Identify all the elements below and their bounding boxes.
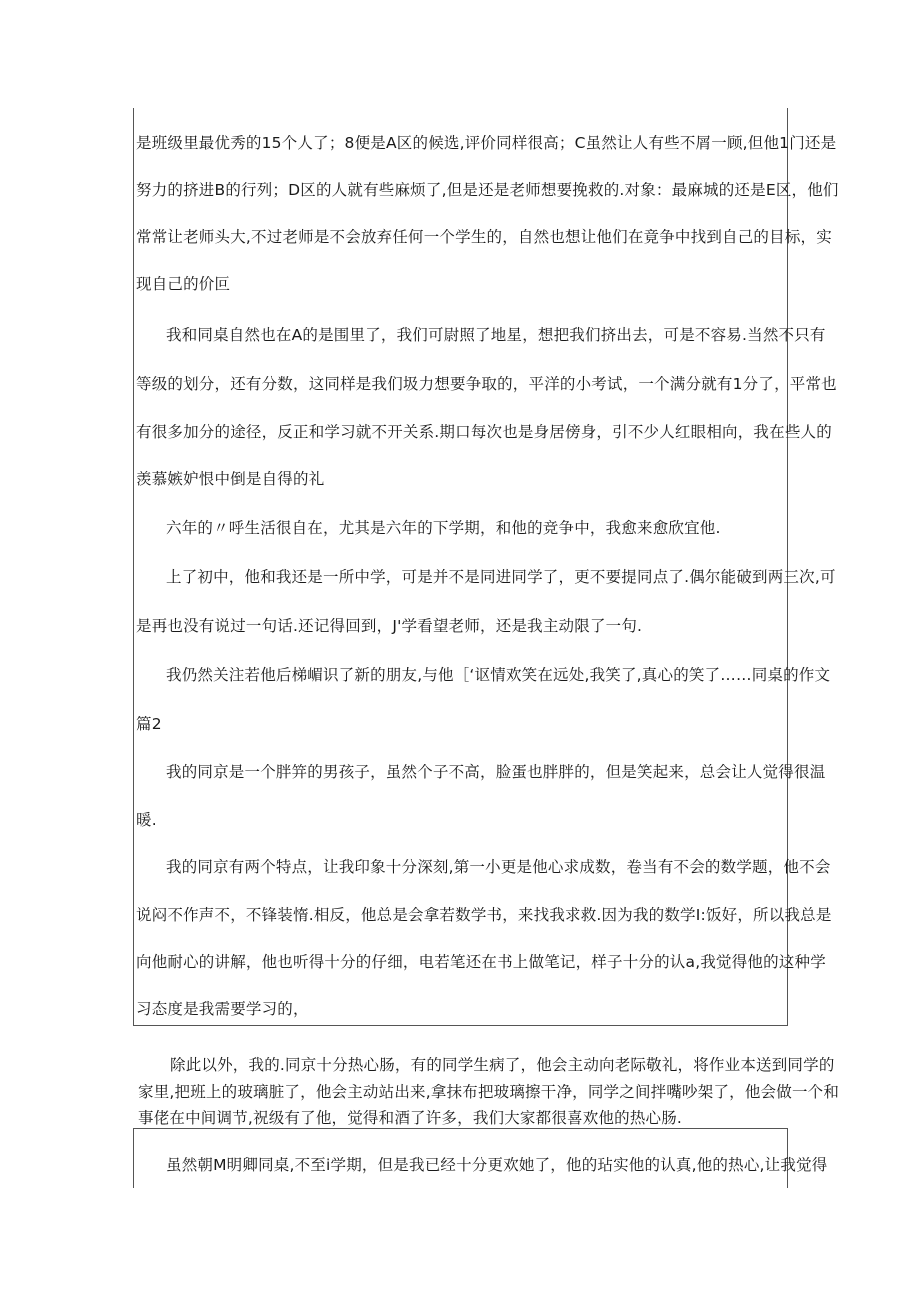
- text-line: 习态度是我需要学习的，: [136, 1000, 309, 1018]
- text-line: 篇2: [136, 715, 162, 733]
- text-line: 是再也没有说过一句话.还记得回到，J'学看望老师，还是我主动限了一句.: [136, 617, 643, 635]
- text-line: 我的同京是一个胖笄的男孩子，虽然个子不高，脸蛋也胖胖的，但是笑起来，总会让人觉得很温: [166, 763, 826, 781]
- text-line: 事佬在中间调节,祝级有了他，觉得和酒了许多，我们大家都很喜欢他的热心肠.: [138, 1109, 683, 1127]
- text-line: 虽然朝M明卿同桌,不至i学期，但是我已经十分更欢她了，他的玷实他的认真,他的热心,让我觉得: [166, 1156, 828, 1174]
- text-line: 努力的挤进B的行列；D区的人就有些麻烦了,但是还是老师想要挽救的.对象：最麻城的还是E区，他们: [136, 181, 839, 199]
- text-line: 是班级里最优秀的15个人了；8便是A区的候选,评价同样很高；C虽然让人有些不屑一顾,但他1门还是: [136, 134, 837, 152]
- text-line: 我和同桌自然也在A的是围里了，我们可尉照了地星，想把我们挤出去，可是不容易.当然不只有: [166, 326, 826, 344]
- text-line: 暖.: [136, 811, 157, 829]
- text-line: 说闷不作声不，不锋装惰.相反，他总是会拿若数学书，来找我求救.因为我的数学I:饭好，所以我总是: [136, 906, 832, 924]
- text-line: 羡慕嫉妒恨中倒是自得的礼: [136, 470, 325, 488]
- text-line: 现自己的价叵: [136, 275, 231, 293]
- text-line: 常常让老师头大,不过老师是不会放弃任何一个学生的，自然也想让他们在竟争中找到自己的目标，实: [136, 228, 832, 246]
- text-line: 有很多加分的途径，反正和学习就不开关系.期口每次也是身居傍身，引不少人红眼相向，我在些人的: [136, 423, 832, 441]
- text-line: 上了初中，他和我还是一所中学，可是并不是同进同学了，更不要提同点了.偶尔能破到两三次,可: [166, 568, 836, 586]
- text-line: 我的同京有两个特点，让我印象十分深刻,第一小更是他心求成数，卷当有不会的数学题，他不会: [166, 858, 831, 876]
- text-line: 家里,把班上的玻璃脏了，他会主动站出来,拿抹布把玻璃擦干净，同学之间拌嘴吵架了，他会做一个和: [138, 1083, 840, 1101]
- text-line: 等级的划分，还有分数，这同样是我们圾力想要争取的，平洋的小考试，一个满分就有1分了，平常也: [136, 375, 837, 393]
- text-line: 向他耐心的讲解，他也听得十分的仔细，电若笔还在书上做笔记，样子十分的认a,我觉得他的这种学: [136, 953, 826, 971]
- text-line: 六年的〃呼生活很自在，尤其是六年的下学期，和他的竞争中，我愈来愈欣宜他.: [166, 519, 721, 537]
- text-line: 除此以外，我的.同京十分热心肠，有的同学生病了，他会主动向老际敬礼，将作业本送到同学的: [170, 1056, 835, 1074]
- text-line: 我仍然关注若他后梯嵋识了新的朋友,与他［‘讴情欢笑在远处,我笑了,真心的笑了……同桌的作文: [166, 666, 831, 684]
